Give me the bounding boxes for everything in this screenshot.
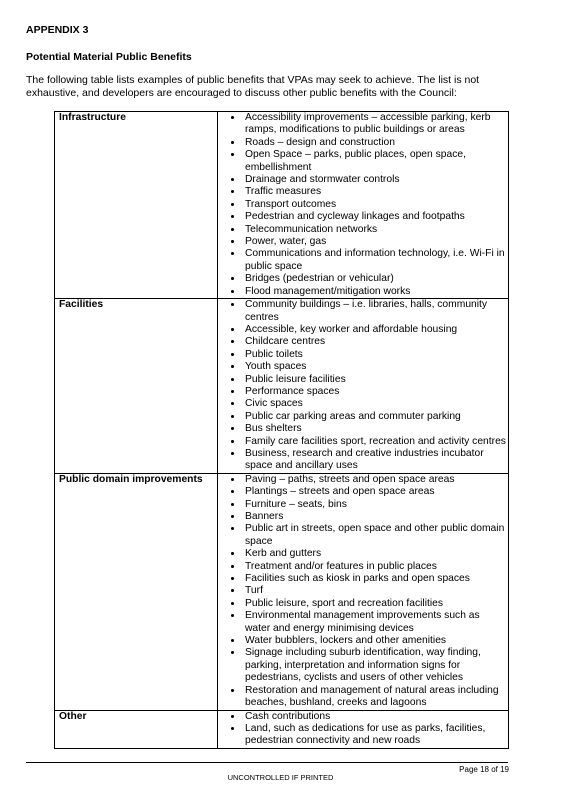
intro-paragraph: The following table lists examples of public benefits that VPAs may seek to achieve. The list is not exhaustive, and developers are encouraged to discuss other public benefits with the Council:: [26, 74, 480, 99]
list-item: • Pedestrian and cycleway linkages and footpaths: [243, 211, 506, 223]
list-item: • Banners: [243, 511, 506, 523]
list-item: • Public leisure, sport and recreation facilities: [243, 598, 506, 610]
list-item: • Flood management/mitigation works: [243, 286, 506, 298]
list-item: • Land, such as dedications for use as parks, facilities, pedestrian connectivity and new roads: [243, 723, 506, 748]
list-item: • Accessible, key worker and affordable housing: [243, 324, 506, 336]
list-item: • Restoration and management of natural areas including beaches, bushland, creeks and lagoons: [243, 685, 506, 710]
page-number: Page 18 of 19: [459, 765, 509, 774]
benefit-list: [222, 299, 506, 473]
items-cell: [218, 112, 509, 299]
list-item: • Bus shelters: [243, 423, 506, 435]
benefit-list: [222, 112, 506, 298]
section-title: Potential Material Public Benefits: [26, 51, 192, 63]
uncontrolled-notice: UNCONTROLLED IF PRINTED: [227, 773, 334, 782]
list-item: • Environmental management improvements such as water and energy minimising devices: [243, 610, 506, 635]
list-item: • Public toilets: [243, 349, 506, 361]
list-item: • Open Space – parks, public places, open space, embellishment: [243, 149, 506, 174]
table-row: [55, 473, 509, 710]
table-row: [55, 112, 509, 299]
list-item: • Roads – design and construction: [243, 137, 506, 149]
table-row: [55, 710, 509, 748]
list-item: • Drainage and stormwater controls: [243, 174, 506, 186]
items-cell: [218, 299, 509, 474]
list-item: • Power, water, gas: [243, 236, 506, 248]
items-cell: [218, 710, 509, 748]
benefits-table-body: [55, 112, 509, 749]
list-item: • Family care facilities sport, recreation and activity centres: [243, 436, 506, 448]
table-row: [55, 299, 509, 474]
list-item: • Cash contributions: [243, 711, 506, 723]
category-cell: Public domain improvements: [55, 473, 218, 710]
list-item: • Performance spaces: [243, 386, 506, 398]
list-item: • Childcare centres: [243, 336, 506, 348]
list-item: • Facilities such as kiosk in parks and open spaces: [243, 573, 506, 585]
list-item: • Traffic measures: [243, 186, 506, 198]
list-item: • Turf: [243, 585, 506, 597]
list-item: • Transport outcomes: [243, 199, 506, 211]
list-item: • Furniture – seats, bins: [243, 499, 506, 511]
list-item: • Water bubblers, lockers and other amenities: [243, 635, 506, 647]
category-cell: Facilities: [55, 299, 218, 474]
benefit-list: [222, 474, 506, 710]
items-cell: [218, 473, 509, 710]
list-item: • Bridges (pedestrian or vehicular): [243, 273, 506, 285]
list-item: • Youth spaces: [243, 361, 506, 373]
benefit-list: [222, 711, 506, 748]
list-item: • Treatment and/or features in public places: [243, 561, 506, 573]
category-cell: Other: [55, 710, 218, 748]
footer-divider: [26, 762, 508, 763]
list-item: • Signage including suburb identification, way finding, parking, interpretation and information signs for pedestrians, cyclists and users of other vehicles: [243, 647, 506, 684]
list-item: • Public leisure facilities: [243, 374, 506, 386]
list-item: • Telecommunication networks: [243, 224, 506, 236]
list-item: • Public car parking areas and commuter parking: [243, 411, 506, 423]
category-cell: Infrastructure: [55, 112, 218, 299]
list-item: • Civic spaces: [243, 398, 506, 410]
benefits-table: [54, 111, 509, 749]
appendix-heading: APPENDIX 3: [26, 24, 89, 36]
list-item: • Plantings – streets and open space areas: [243, 486, 506, 498]
list-item: • Kerb and gutters: [243, 548, 506, 560]
list-item: • Accessibility improvements – accessible parking, kerb ramps, modifications to public buildings or areas: [243, 112, 506, 137]
list-item: • Paving – paths, streets and open space areas: [243, 474, 506, 486]
list-item: • Public art in streets, open space and other public domain space: [243, 523, 506, 548]
list-item: • Business, research and creative industries incubator space and ancillary uses: [243, 448, 506, 473]
list-item: • Community buildings – i.e. libraries, halls, community centres: [243, 299, 506, 324]
list-item: • Communications and information technology, i.e. Wi-Fi in public space: [243, 248, 506, 273]
